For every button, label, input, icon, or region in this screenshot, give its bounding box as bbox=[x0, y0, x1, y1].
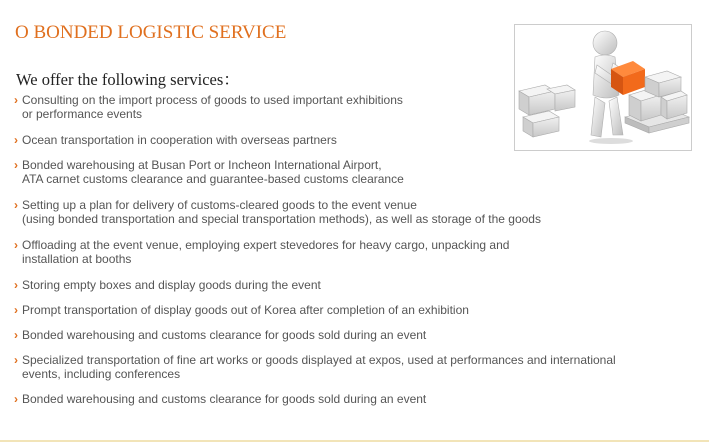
list-item-text: Bonded warehousing at Busan Port or Incheon International Airport, ATA carnet customs clearance and guarantee-based customs clearance bbox=[22, 158, 404, 186]
list-item bbox=[14, 303, 654, 317]
list-item bbox=[14, 158, 654, 186]
page-title: O BONDED LOGISTIC SERVICE bbox=[15, 22, 287, 43]
bullet-icon: › bbox=[14, 392, 18, 406]
list-item-text: Ocean transportation in cooperation with overseas partners bbox=[22, 133, 337, 147]
bullet-icon: › bbox=[14, 278, 18, 292]
services-intro: We offer the following services： bbox=[16, 70, 240, 89]
bullet-icon: › bbox=[14, 238, 18, 252]
list-item-text: Consulting on the import process of goods to used important exhibitions or performance events bbox=[22, 93, 403, 121]
list-item bbox=[14, 392, 654, 406]
worker-carrying-boxes-icon bbox=[514, 24, 692, 151]
list-item-text: Specialized transportation of fine art works or goods displayed at expos, used at performances and international events, including conferences bbox=[22, 353, 616, 381]
bullet-icon: › bbox=[14, 198, 18, 212]
bullet-icon: › bbox=[14, 93, 18, 107]
list-item-text: Storing empty boxes and display goods during the event bbox=[22, 278, 321, 292]
list-item bbox=[14, 328, 654, 342]
bullet-icon: › bbox=[14, 328, 18, 342]
bullet-icon: › bbox=[14, 133, 18, 147]
list-item bbox=[14, 353, 654, 381]
list-item-text: Setting up a plan for delivery of customs-cleared goods to the event venue (using bonded transportation and special transportation methods), as well as storage of the goods bbox=[22, 198, 541, 226]
bullet-icon: › bbox=[14, 303, 18, 317]
bullet-icon: › bbox=[14, 158, 18, 172]
footer-divider bbox=[0, 440, 709, 442]
bullet-icon: › bbox=[14, 353, 18, 367]
list-item-text: Offloading at the event venue, employing expert stevedores for heavy cargo, unpacking and installation at booths bbox=[22, 238, 510, 266]
list-item bbox=[14, 278, 654, 292]
list-item-text: Prompt transportation of display goods out of Korea after completion of an exhibition bbox=[22, 303, 469, 317]
list-item-text: Bonded warehousing and customs clearance for goods sold during an event bbox=[22, 392, 427, 406]
left-boxes-icon bbox=[519, 85, 575, 137]
list-item bbox=[14, 198, 654, 226]
list-item bbox=[14, 238, 654, 266]
list-item-text: Bonded warehousing and customs clearance for goods sold during an event bbox=[22, 328, 427, 342]
